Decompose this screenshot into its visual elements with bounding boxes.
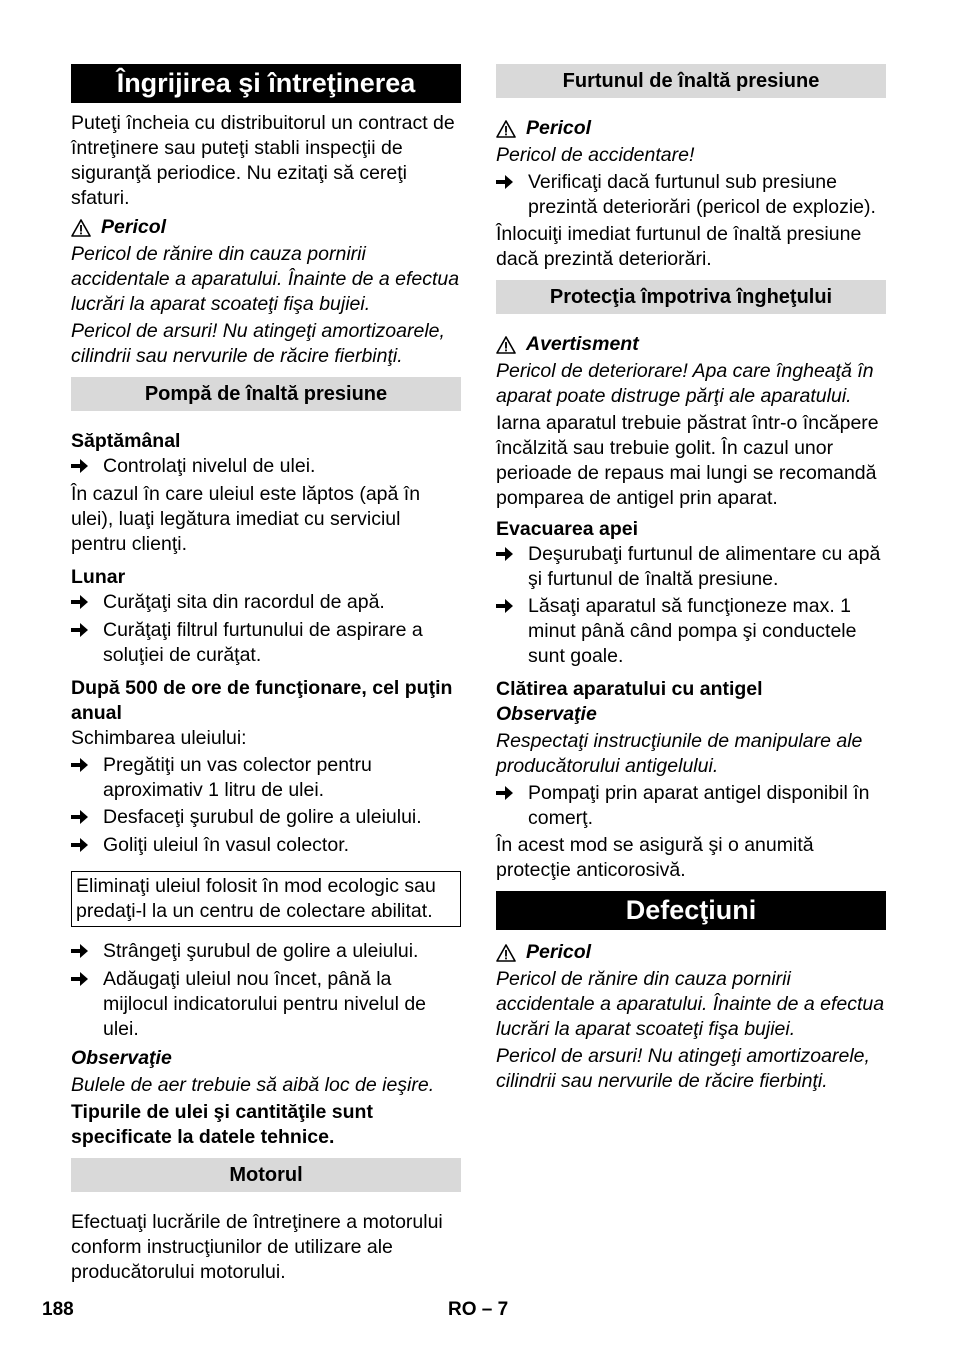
danger-text-2: Pericol de arsuri! Nu atingeţi amortizoarele, cilindrii sau nervurile de răcire fierbinţi. (496, 1045, 870, 1092)
warning-label: Avertisment (526, 333, 639, 355)
drain-heading: Evacuarea apei (496, 518, 639, 540)
note-text: Bulele de aer trebuie să aibă loc de ieşire. (71, 1074, 435, 1096)
danger-notice (71, 215, 461, 240)
list-item (71, 967, 461, 1042)
arrow-right-icon (496, 599, 513, 613)
frost-heading: Protecţia împotriva îngheţului (496, 280, 886, 314)
pump-heading: Pompă de înaltă presiune (71, 377, 461, 411)
arrow-right-icon (496, 786, 513, 800)
list-item-text: Pregătiţi un vas colector pentru aproximativ 1 litru de ulei. (103, 754, 372, 801)
motor-text: Efectuaţi lucrările de întreţinere a motorului conform instrucţiunilor de utilizare ale producătorului motorului. (71, 1211, 443, 1283)
list-item-text: Goliţi uleiul în vasul colector. (103, 834, 350, 856)
list-item (496, 542, 886, 592)
list-item (71, 939, 461, 965)
list-item (71, 590, 461, 616)
after500-heading: După 500 de ore de funcţionare, cel puţin anual (71, 677, 453, 724)
danger-notice (496, 940, 886, 965)
section-label: RO – 7 (448, 1299, 509, 1320)
arrow-right-icon (496, 175, 513, 189)
danger-text: Pericol de rănire din cauza pornirii accidentale a aparatului. Înainte de a efectua lucrări la aparat scoateţi fişa bujiei. (71, 243, 460, 315)
section-title-faults: Defecţiuni (496, 891, 886, 930)
danger-notice (496, 116, 886, 141)
danger-label: Pericol (101, 216, 167, 238)
list-item (496, 170, 886, 220)
weekly-text: În cazul în care uleiul este lăptos (apă în ulei), luaţi legătura imediat cu serviciul pentru clienţi. (71, 483, 421, 555)
list-item-text: Adăugaţi uleiul nou încet, până la mijlocul indicatorului pentru nivelul de ulei. (103, 968, 427, 1040)
list-item-text: Curăţaţi sita din racordul de apă. (103, 591, 385, 613)
arrow-right-icon (71, 623, 88, 637)
list-item-text: Controlaţi nivelul de ulei. (103, 455, 316, 477)
list-item (71, 753, 461, 803)
monthly-heading: Lunar (71, 566, 126, 588)
arrow-right-icon (71, 595, 88, 609)
danger-text: Pericol de accidentare! (496, 144, 695, 166)
warning-text: Pericol de deteriorare! Apa care îngheaţă în aparat poate distruge părţi ale aparatului. (496, 360, 874, 407)
list-item (71, 805, 461, 831)
arrow-right-icon (71, 459, 88, 473)
list-item-text: Pompaţi prin aparat antigel disponibil în comerţ. (528, 782, 870, 829)
list-item (496, 594, 886, 669)
list-item (71, 833, 461, 859)
rinse-text: În acest mod se asigură şi o anumită protecţie anticorosivă. (496, 834, 814, 881)
danger-text-2: Pericol de arsuri! Nu atingeţi amortizoarele, cilindrii sau nervurile de răcire fierbinţi. (71, 320, 445, 367)
eco-disposal-box: Eliminaţi uleiul folosit în mod ecologic sau predaţi-l la un centru de colectare abilitat. (71, 871, 461, 927)
warning-triangle-icon (496, 944, 516, 962)
page-number: 188 (42, 1299, 74, 1320)
list-item (71, 618, 461, 668)
arrow-right-icon (71, 972, 88, 986)
right-column (496, 64, 886, 1096)
arrow-right-icon (71, 838, 88, 852)
warning-notice (496, 332, 886, 357)
list-item (496, 781, 886, 831)
note-label: Observaţie (496, 703, 597, 725)
list-item-text: Verificaţi dacă furtunul sub presiune prezintă deteriorări (pericol de explozie). (528, 171, 876, 218)
hose-heading: Furtunul de înaltă presiune (496, 64, 886, 98)
list-item (71, 454, 461, 480)
warning-triangle-icon (496, 336, 516, 354)
note-bold-text: Tipurile de ulei şi cantităţile sunt specificate la datele tehnice. (71, 1101, 373, 1148)
oil-change-label: Schimbarea uleiului: (71, 727, 247, 749)
section-title-maintenance: Îngrijirea şi întreţinerea (71, 64, 461, 103)
list-item-text: Strângeţi şurubul de golire a uleiului. (103, 940, 419, 962)
arrow-right-icon (71, 944, 88, 958)
left-column (71, 64, 461, 1287)
rinse-heading: Clătirea aparatului cu antigel (496, 678, 763, 700)
danger-text: Pericol de rănire din cauza pornirii accidentale a aparatului. Înainte de a efectua lucrări la aparat scoateţi fişa bujiei. (496, 968, 885, 1040)
hose-text: Înlocuiţi imediat furtunul de înaltă presiune dacă prezintă deteriorări. (496, 223, 862, 270)
list-item-text: Deşurubaţi furtunul de alimentare cu apă şi furtunul de înaltă presiune. (528, 543, 881, 590)
note-text: Respectaţi instrucţiunile de manipulare ale producătorului antigelului. (496, 730, 863, 777)
motor-heading: Motorul (71, 1158, 461, 1192)
list-item-text: Lăsaţi aparatul să funcţioneze max. 1 minut până când pompa şi conductele sunt goale. (528, 595, 857, 667)
danger-label: Pericol (526, 941, 592, 963)
frost-text: Iarna aparatul trebuie păstrat într-o încăpere încălzită sau trebuie golit. În cazul unor perioade de repaus mai lungi se recomandă pomparea de antigel prin aparat. (496, 412, 879, 509)
arrow-right-icon (496, 547, 513, 561)
weekly-heading: Săptămânal (71, 430, 181, 452)
intro-text: Puteţi încheia cu distribuitorul un contract de întreţinere sau puteţi stabli inspecţii de siguranţă periodice. Nu ezitaţi să cereţi sfaturi. (71, 112, 455, 209)
arrow-right-icon (71, 810, 88, 824)
note-label: Observaţie (71, 1047, 172, 1069)
warning-triangle-icon (71, 219, 91, 237)
warning-triangle-icon (496, 120, 516, 138)
arrow-right-icon (71, 758, 88, 772)
list-item-text: Desfaceţi şurubul de golire a uleiului. (103, 806, 422, 828)
list-item-text: Curăţaţi filtrul furtunului de aspirare a soluţiei de curăţat. (103, 619, 423, 666)
danger-label: Pericol (526, 117, 592, 139)
